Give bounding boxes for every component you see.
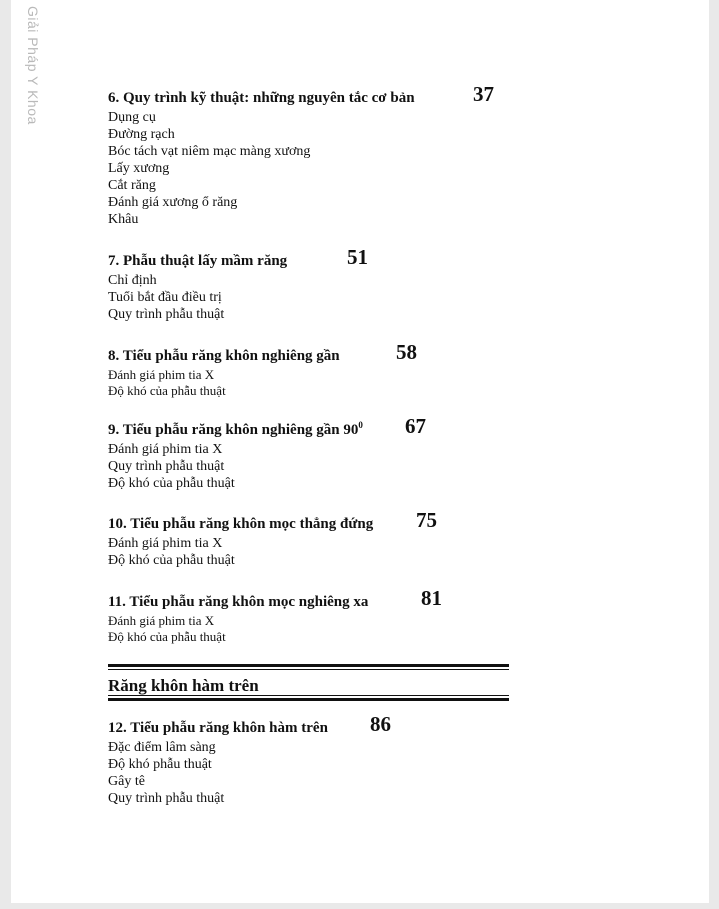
section-title: 6. Quy trình kỹ thuật: những nguyên tắc cơ bản — [108, 90, 415, 106]
toc-item: Lấy xương — [108, 161, 170, 176]
toc-item: Đánh giá xương ổ răng — [108, 195, 238, 210]
toc-item: Độ khó của phẫu thuật — [108, 383, 226, 398]
watermark: Giải Pháp Y Khoa — [25, 6, 41, 125]
toc-section-9 — [108, 414, 426, 492]
toc-item: Quy trình phẫu thuật — [108, 459, 225, 474]
section-title: 7. Phẫu thuật lấy mầm răng — [108, 253, 288, 269]
toc-section-10 — [108, 508, 437, 569]
toc-section-6 — [108, 82, 494, 228]
chapter-rule-top — [108, 664, 509, 670]
page-number: 75 — [416, 508, 437, 532]
toc-item: Đường rạch — [108, 127, 175, 142]
toc-item: Độ khó của phẫu thuật — [108, 476, 235, 491]
page-number: 58 — [396, 340, 417, 364]
toc-item: Độ khó của phẫu thuật — [108, 553, 235, 568]
toc-item: Đánh giá phim tia X — [108, 367, 215, 382]
chapter-rule-bottom — [108, 695, 509, 701]
section-title: 11. Tiểu phẫu răng khôn mọc nghiêng xa — [108, 594, 369, 610]
toc-item: Khâu — [108, 212, 139, 227]
toc-item: Cắt răng — [108, 178, 156, 193]
toc-item: Độ khó của phẫu thuật — [108, 629, 226, 644]
toc-item: Bóc tách vạt niêm mạc màng xương — [108, 144, 311, 159]
section-title: 8. Tiểu phẫu răng khôn nghiêng gần — [108, 348, 340, 364]
toc-item: Đánh giá phim tia X — [108, 536, 223, 551]
toc-section-11 — [108, 586, 442, 645]
toc-item: Quy trình phẫu thuật — [108, 307, 225, 322]
toc-section-8 — [108, 340, 417, 399]
toc-item: Độ khó phẫu thuật — [108, 757, 212, 772]
page-number: 51 — [347, 245, 368, 269]
toc-item: Đánh giá phim tia X — [108, 442, 223, 457]
page-number: 67 — [405, 414, 426, 438]
toc-section-7 — [108, 245, 368, 323]
section-title: 10. Tiểu phẫu răng khôn mọc thẳng đứng — [108, 516, 374, 532]
toc-item: Gây tê — [108, 774, 145, 789]
page-number: 86 — [370, 712, 391, 736]
toc-item: Chỉ định — [108, 273, 157, 288]
toc-item: Đánh giá phim tia X — [108, 613, 215, 628]
toc-item: Đặc điểm lâm sàng — [108, 740, 216, 755]
degree-superscript: 0 — [358, 420, 363, 430]
section-title: 9. Tiểu phẫu răng khôn nghiêng gần $90^0$ — [108, 420, 363, 438]
page-number: 81 — [421, 586, 442, 610]
toc-section-12 — [108, 712, 391, 807]
chapter-heading: Răng khôn hàm trên — [108, 676, 259, 695]
toc-item: Tuổi bắt đầu điều trị — [108, 290, 222, 305]
toc-item: Dụng cụ — [108, 110, 156, 125]
section-title: 12. Tiểu phẫu răng khôn hàm trên — [108, 720, 328, 736]
toc-item: Quy trình phẫu thuật — [108, 791, 225, 806]
page-number: 37 — [473, 82, 494, 106]
